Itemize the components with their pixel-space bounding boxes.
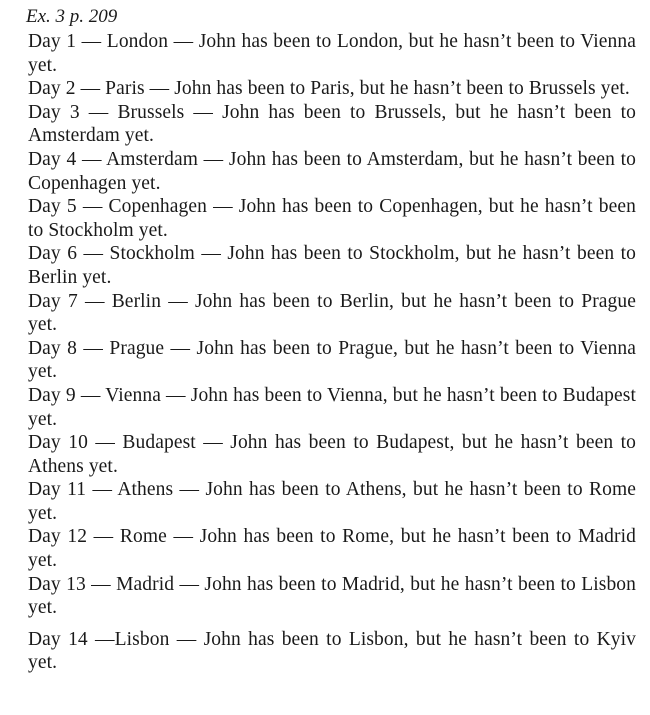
itinerary-entry: Day 13 — Madrid — John has been to Madrid, but he hasn’t been to Lisbon yet. — [28, 573, 636, 619]
itinerary-entry: Day 1 — London — John has been to London, but he hasn’t been to Vienna yet. — [28, 31, 636, 76]
itinerary-entry: Day 4 — Amsterdam — John has been to Amsterdam, but he hasn’t been to Copenhagen yet. — [28, 148, 636, 194]
itinerary-entry: Day 11 — Athens — John has been to Athens, but he hasn’t been to Rome yet. — [28, 479, 636, 524]
itinerary-entry: Day 6 — Stockholm — John has been to Stockholm, but he hasn’t been to Berlin yet. — [28, 243, 636, 288]
itinerary-entry: Day 8 — Prague — John has been to Prague, but he hasn’t been to Vienna yet. — [28, 337, 636, 383]
itinerary-entry: Day 10 — Budapest — John has been to Budapest, but he hasn’t been to Athens yet. — [28, 432, 636, 477]
itinerary-entry: Day 14 —Lisbon — John has been to Lisbon, but he hasn’t been to Kyiv yet. — [28, 628, 636, 674]
itinerary-entry: Day 5 — Copenhagen — John has been to Copenhagen, but he hasn’t been to Stockholm yet. — [28, 196, 636, 241]
itinerary-entry: Day 2 — Paris — John has been to Paris, but he hasn’t been to Brussels yet. — [28, 78, 630, 100]
itinerary-entry: Day 7 — Berlin — John has been to Berlin, but he hasn’t been to Prague yet. — [28, 290, 636, 336]
itinerary-list — [28, 30, 636, 675]
itinerary-entry: Day 12 — Rome — John has been to Rome, but he hasn’t been to Madrid yet. — [28, 526, 636, 572]
itinerary-entry: Day 3 — Brussels — John has been to Brussels, but he hasn’t been to Amsterdam yet. — [28, 101, 636, 147]
itinerary-entry: Day 9 — Vienna — John has been to Vienna, but he hasn’t been to Budapest yet. — [28, 384, 636, 430]
exercise-heading: Ex. 3 p. 209 — [26, 6, 118, 27]
